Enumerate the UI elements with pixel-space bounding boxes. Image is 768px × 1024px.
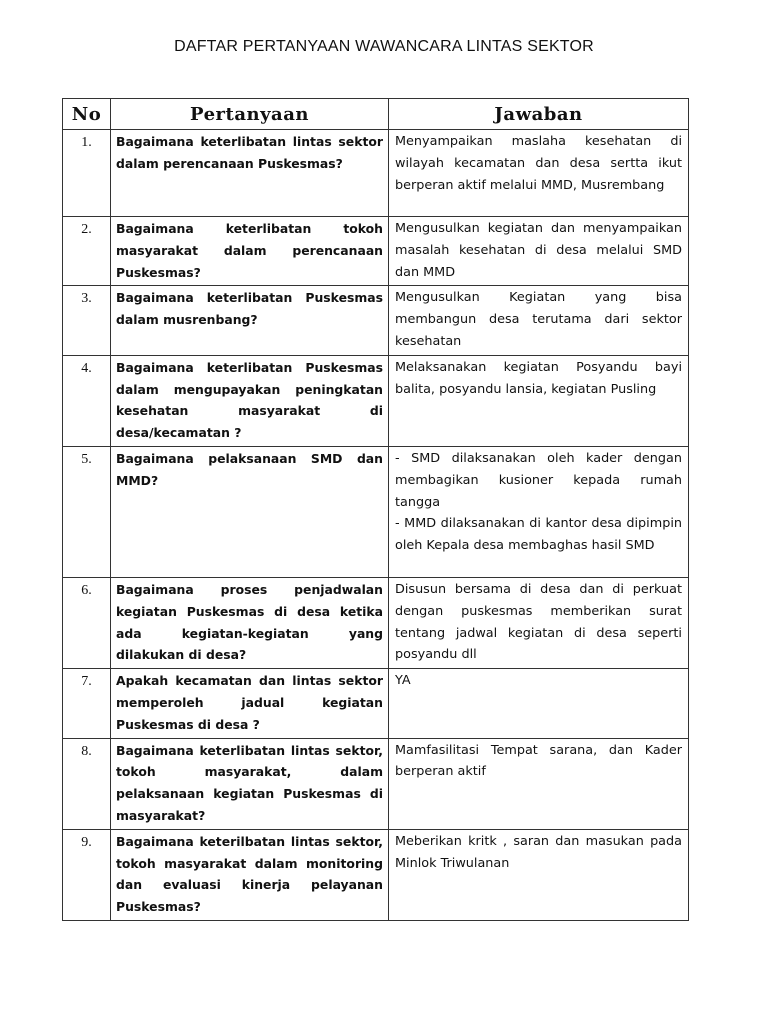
question-cell: Bagaimana keterlibatan Puskesmas dalam musrenbang? bbox=[111, 286, 389, 355]
question-cell: Apakah kecamatan dan lintas sektor memperoleh jadual kegiatan Puskesmas di desa ? bbox=[111, 669, 389, 738]
answer-cell bbox=[389, 669, 689, 738]
question-cell: Bagaimana keterlibatan tokoh masyarakat dalam perencanaan Puskesmas? bbox=[111, 217, 389, 286]
header-no: No bbox=[63, 99, 111, 130]
header-row bbox=[63, 99, 689, 130]
table-row bbox=[63, 130, 689, 217]
row-number: 4. bbox=[63, 355, 111, 446]
answer-cell bbox=[389, 355, 689, 446]
answer-text: Disusun bersama di desa dan di perkuat dengan puskesmas memberikan surat tentang jadwal kegiatan di desa seperti posyandu dll bbox=[395, 581, 682, 663]
question-cell: Bagaimana proses penjadwalan kegiatan Puskesmas di desa ketika ada kegiatan-kegiatan yang dilakukan di desa? bbox=[111, 577, 389, 668]
row-number: 6. bbox=[63, 577, 111, 668]
header-question: Pertanyaan bbox=[111, 99, 389, 130]
question-cell: Bagaimana keterlibatan Puskesmas dalam mengupayakan peningkatan kesehatan masyarakat di desa/kecamatan ? bbox=[111, 355, 389, 446]
row-number: 7. bbox=[63, 669, 111, 738]
table-row bbox=[63, 829, 689, 920]
table-row bbox=[63, 738, 689, 829]
question-cell: Bagaimana pelaksanaan SMD dan MMD? bbox=[111, 446, 389, 577]
answer-cell bbox=[389, 738, 689, 829]
answer-cell bbox=[389, 130, 689, 217]
row-number: 1. bbox=[63, 130, 111, 217]
question-cell: Bagaimana keterlibatan lintas sektor dalam perencanaan Puskesmas? bbox=[111, 130, 389, 217]
answer-text: Menyampaikan maslaha kesehatan di wilayah kecamatan dan desa sertta ikut berperan aktif melalui MMD, Musrembang bbox=[395, 134, 682, 193]
table-row bbox=[63, 355, 689, 446]
answer-text: Mengusulkan kegiatan dan menyampaikan masalah kesehatan di desa melalui SMD dan MMD bbox=[395, 221, 682, 280]
answer-cell bbox=[389, 217, 689, 286]
table-row bbox=[63, 446, 689, 577]
table-row bbox=[63, 669, 689, 738]
row-number: 5. bbox=[63, 446, 111, 577]
table-row bbox=[63, 577, 689, 668]
answer-text: YA bbox=[395, 673, 411, 689]
answer-cell bbox=[389, 577, 689, 668]
row-number: 8. bbox=[63, 738, 111, 829]
answer-cell bbox=[389, 286, 689, 355]
table-row bbox=[63, 217, 689, 286]
interview-table bbox=[62, 98, 689, 921]
document-title: DAFTAR PERTANYAAN WAWANCARA LINTAS SEKTOR bbox=[174, 38, 594, 55]
table-row bbox=[63, 286, 689, 355]
answer-text: - MMD dilaksanakan di kantor desa dipimpin oleh Kepala desa membaghas hasil SMD bbox=[395, 516, 682, 554]
row-number: 3. bbox=[63, 286, 111, 355]
answer-text: Meberikan kritk , saran dan masukan pada Minlok Triwulanan bbox=[395, 833, 682, 871]
table-body bbox=[63, 130, 689, 921]
answer-text: - SMD dilaksanakan oleh kader dengan membagikan kusioner kepada rumah tangga bbox=[395, 450, 682, 510]
answer-cell bbox=[389, 829, 689, 920]
header-answer: Jawaban bbox=[389, 99, 689, 130]
row-number: 2. bbox=[63, 217, 111, 286]
row-number: 9. bbox=[63, 829, 111, 920]
question-cell: Bagaimana keterlibatan lintas sektor, tokoh masyarakat, dalam pelaksanaan kegiatan Puskesmas di masyarakat? bbox=[111, 738, 389, 829]
answer-text: Mengusulkan Kegiatan yang bisa membangun desa terutama dari sektor kesehatan bbox=[395, 290, 682, 349]
answer-text: Mamfasilitasi Tempat sarana, dan Kader berperan aktif bbox=[395, 742, 682, 780]
table-header bbox=[63, 99, 689, 130]
answer-text: Melaksanakan kegiatan Posyandu bayi balita, posyandu lansia, kegiatan Pusling bbox=[395, 359, 682, 397]
answer-cell bbox=[389, 446, 689, 577]
question-cell: Bagaimana keterilbatan lintas sektor, tokoh masyarakat dalam monitoring dan evaluasi kinerja pelayanan Puskesmas? bbox=[111, 829, 389, 920]
